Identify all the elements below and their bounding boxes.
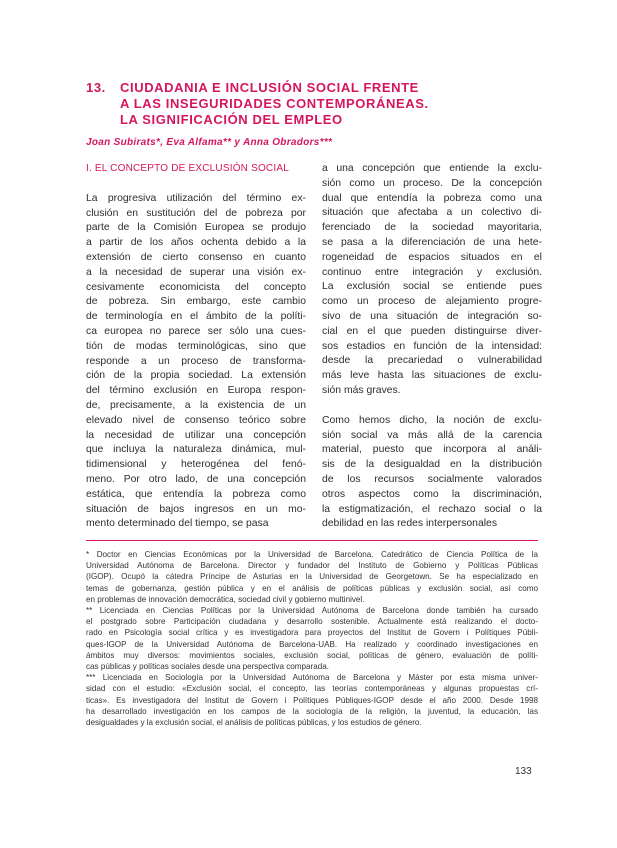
text-line: Como hemos dicho, la noción de exclu- xyxy=(322,414,542,426)
footnote-line: Universidad Autónoma de Barcelona. Director y fundador del Instituto de Gobierno y Políticas Públicas xyxy=(86,561,538,571)
text-line: situación que afectaba a un colectivo di- xyxy=(322,207,542,219)
text-line: tión de modas terminológicas, sino que xyxy=(86,340,306,352)
text-line: sión social va más allá de la carencia xyxy=(322,429,542,441)
chapter-title xyxy=(120,80,429,128)
footnote-line: en problemas de innovación democrática, sociedad civil y gobierno multinivel. xyxy=(86,594,365,604)
text-line: sión más graves. xyxy=(322,384,401,396)
footnote-line: ques-IGOP de la Universidad Autónoma de Barcelona-UAB. Ha realizado y coordinado investigaciones en xyxy=(86,639,538,649)
text-line: a la necesidad de superar una visión ex- xyxy=(86,266,306,278)
text-line: parte de la Comisión Europea se produjo xyxy=(86,222,306,234)
footnote-line: el postgrado sobre Participación ciudadana y desarrollo sostenible. Actualmente está realizando el docto- xyxy=(86,617,538,627)
text-line: a una concepción que entiende la exclu- xyxy=(322,163,542,174)
left-column xyxy=(86,162,306,532)
right-column xyxy=(322,162,542,532)
footnote-line: * Doctor en Ciencias Económicas por la Universidad de Barcelona. Catedrático de Ciencia Política de la xyxy=(86,550,538,559)
section-title: I. EL CONCEPTO DE EXCLUSIÓN SOCIAL xyxy=(86,163,289,174)
text-line: extensión de cierto consenso en cuanto xyxy=(86,251,306,263)
text-line: sos estadios en función de la intensidad: xyxy=(322,340,542,352)
text-line: de pobreza. Sin embargo, este cambio xyxy=(86,296,306,308)
chapter-title-line: CIUDADANIA E INCLUSIÓN SOCIAL FRENTE xyxy=(120,80,419,95)
text-line: mento determinado del tiempo, se pasa xyxy=(86,518,269,530)
text-line: La progresiva utilización del término ex- xyxy=(86,192,306,204)
footnote-line: ** Licenciada en Ciencias Políticas por la Universidad Autónoma de Barcelona donde también ha cursado xyxy=(86,606,538,616)
text-line: ción de la propia sociedad. La extensión xyxy=(86,370,306,382)
body-paragraph xyxy=(322,414,542,532)
text-line: sión como un proceso. De la concepción xyxy=(322,177,542,189)
body-paragraph xyxy=(86,192,306,532)
text-line: otros aspectos como la discriminación, xyxy=(322,488,542,500)
chapter-title-line: A LAS INSEGURIDADES CONTEMPORÁNEAS. xyxy=(120,96,429,111)
text-line: la necesidad de utilizar una concepción xyxy=(86,429,306,441)
authors-line: Joan Subirats*, Eva Alfama** y Anna Obradors*** xyxy=(86,137,333,148)
text-line: material, puesto que incorpora al análi- xyxy=(322,444,542,456)
text-line: responde a un proceso de transforma- xyxy=(86,355,306,367)
page-number: 133 xyxy=(515,766,532,777)
text-line: del término exclusión en Europa respon- xyxy=(86,385,306,397)
text-line: sivo de una situación de integración so- xyxy=(322,310,542,322)
text-line: clusión en sustitución del de pobreza por xyxy=(86,207,306,219)
text-line: cial en el que pueden distinguirse diver- xyxy=(322,325,542,337)
footnote-line: rado en Psicología social crítica y es investigadora para proyectos del Institut de Govern i Polítiques Públi- xyxy=(86,628,538,638)
body-paragraph xyxy=(322,162,542,399)
text-line: que incluya la naturaleza dinámica, mul- xyxy=(86,444,306,456)
text-line: de terminología en el ámbito de la políti- xyxy=(86,311,306,323)
text-line: como un proceso de alejamiento progre- xyxy=(322,296,542,308)
text-line: a partir de los años ochenta debido a la xyxy=(86,237,306,249)
text-line: estática, que entendía la pobreza como xyxy=(86,488,306,500)
text-line: tidimensional y heterogénea del fenó- xyxy=(86,459,306,471)
chapter-title-line: LA SIGNIFICACIÓN DEL EMPLEO xyxy=(120,112,343,127)
footnote-line: cas públicas y políticas sociales desde una perspectiva comparada. xyxy=(86,662,329,672)
footnote-line: *** Licenciada en Sociología por la Universidad Autónoma de Barcelona y Máster por esta misma univer- xyxy=(86,673,538,683)
text-line: más leve hasta las situaciones de exclu- xyxy=(322,370,542,382)
text-line: sis de la desigualdad en la distribución xyxy=(322,459,542,471)
text-line: de, precisamente, a la existencia de un xyxy=(86,399,306,411)
text-line: se pasa a la diferenciación de una hete- xyxy=(322,236,542,248)
text-line: La exclusión social se entiende pues xyxy=(322,281,542,293)
footnote-line: ha desarrollado investigación en los campos de la sociología de la religión, la juventud, la educación, las xyxy=(86,706,538,716)
text-line: meno. Por otro lado, de una concepción xyxy=(86,473,306,485)
footnotes xyxy=(86,549,538,728)
footnote-line: ámbitos muy diversos: movimientos sociales, exclusión social, políticas de género, evaluación de políti- xyxy=(86,650,538,660)
footnote-divider xyxy=(86,540,538,541)
text-line: ferenciado de la sociedad mayoritaria, xyxy=(322,222,542,234)
text-line: dual que entendía la pobreza como una xyxy=(322,192,542,204)
text-line: debilidad en las redes interpersonales xyxy=(322,518,498,530)
footnote-line: temas de gobernanza, gestión pública y en el análisis de políticas públicas y exclusión social, así como xyxy=(86,583,538,593)
text-line: desde la precariedad o vulnerabilidad xyxy=(322,355,542,367)
text-line: ca europea no parece ser sólo una cues- xyxy=(86,325,306,337)
chapter-number: 13. xyxy=(86,80,106,95)
text-line: situación de bajos ingresos en un mo- xyxy=(86,503,306,515)
footnote-line: ticas». Es investigadora del Institut de Govern i Polítiques Públiques-IGOP desde el año 2000. Desde 1998 xyxy=(86,695,538,705)
footnote-line: sidad con el estudio: «Exclusión social, el concepto, las teorías contemporáneas y algunas propuestas crí- xyxy=(86,684,538,694)
footnote-line: (IGOP). Ocupó la cátedra Príncipe de Asturias en la Universidad de Georgetown. Se ha especializado en xyxy=(86,572,538,582)
text-line: elevado nivel de consenso teórico sobre xyxy=(86,414,306,426)
text-line: rogeneidad de espacios situados en el xyxy=(322,251,542,263)
text-line: continuo entre integración y exclusión. xyxy=(322,266,542,278)
text-line: la estigmatización, el rechazo social o la xyxy=(322,503,542,515)
text-line: cesivamente economicista del concepto xyxy=(86,281,306,293)
footnote-line: desigualdades y la exclusión social, el análisis de políticas públicas, y los estudios de género. xyxy=(86,718,422,728)
text-line: de los recursos socialmente valorados xyxy=(322,473,542,485)
